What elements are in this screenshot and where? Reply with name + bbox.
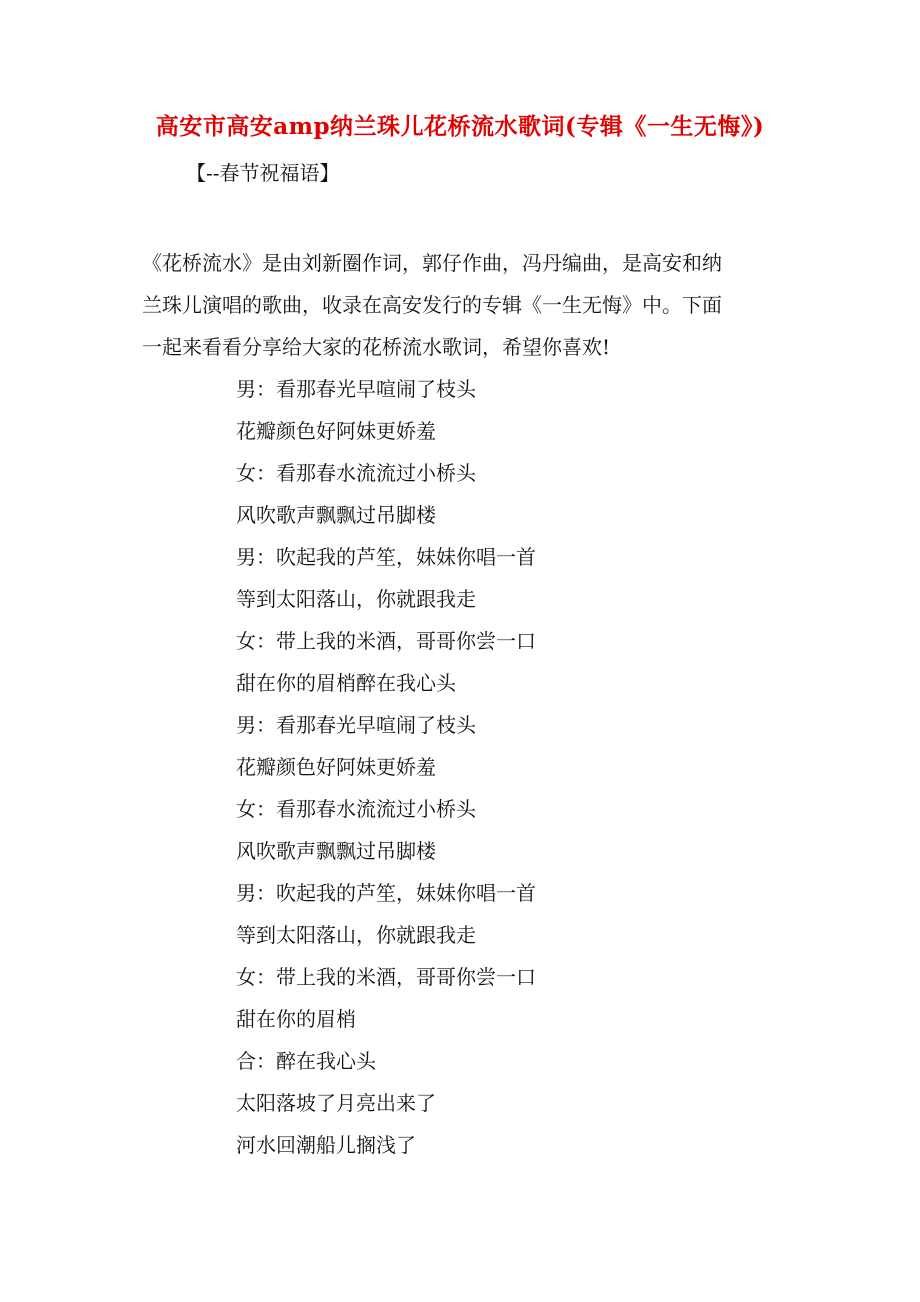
lyric-line: 女：看那春水流流过小桥头 [236,461,476,485]
lyric-line: 等到太阳落山，你就跟我走 [236,923,476,947]
intro-line: 《花桥流水》是由刘新圈作词，郭仔作曲，冯丹编曲，是高安和纳 [142,251,722,275]
lyric-line: 女：带上我的米酒，哥哥你尝一口 [236,965,536,989]
intro-line: 一起来看看分享给大家的花桥流水歌词，希望你喜欢! [142,335,611,359]
lyric-line: 男：吹起我的芦笙，妹妹你唱一首 [236,545,536,569]
lyric-line: 女：带上我的米酒，哥哥你尝一口 [236,629,536,653]
lyric-line: 河水回潮船儿搁浅了 [236,1133,416,1157]
lyric-line: 风吹歌声飘飘过吊脚楼 [236,503,436,527]
lyric-line: 男：吹起我的芦笙，妹妹你唱一首 [236,881,536,905]
lyric-line: 合：醉在我心头 [236,1049,376,1073]
intro-paragraph [142,242,782,368]
intro-line: 兰珠儿演唱的歌曲，收录在高安发行的专辑《一生无悔》中。下面 [142,293,722,317]
lyric-line: 花瓣颜色好阿妹更娇羞 [236,419,436,443]
lyric-line: 甜在你的眉梢醉在我心头 [236,671,456,695]
lyric-line: 太阳落坡了月亮出来了 [236,1091,436,1115]
lyric-line: 花瓣颜色好阿妹更娇羞 [236,755,436,779]
lyric-line: 风吹歌声飘飘过吊脚楼 [236,839,436,863]
lyric-line: 甜在你的眉梢 [236,1007,356,1031]
lyric-line: 男：看那春光早喧闹了枝头 [236,377,476,401]
document-title: 高安市高安amp纳兰珠儿花桥流水歌词(专辑《一生无悔》) [155,113,765,140]
lyric-line: 等到太阳落山，你就跟我走 [236,587,476,611]
lyric-line: 男：看那春光早喧闹了枝头 [236,713,476,737]
lyrics-list [236,368,536,1166]
document-subtitle: 【--春节祝福语】 [186,161,340,185]
lyric-line: 女：看那春水流流过小桥头 [236,797,476,821]
